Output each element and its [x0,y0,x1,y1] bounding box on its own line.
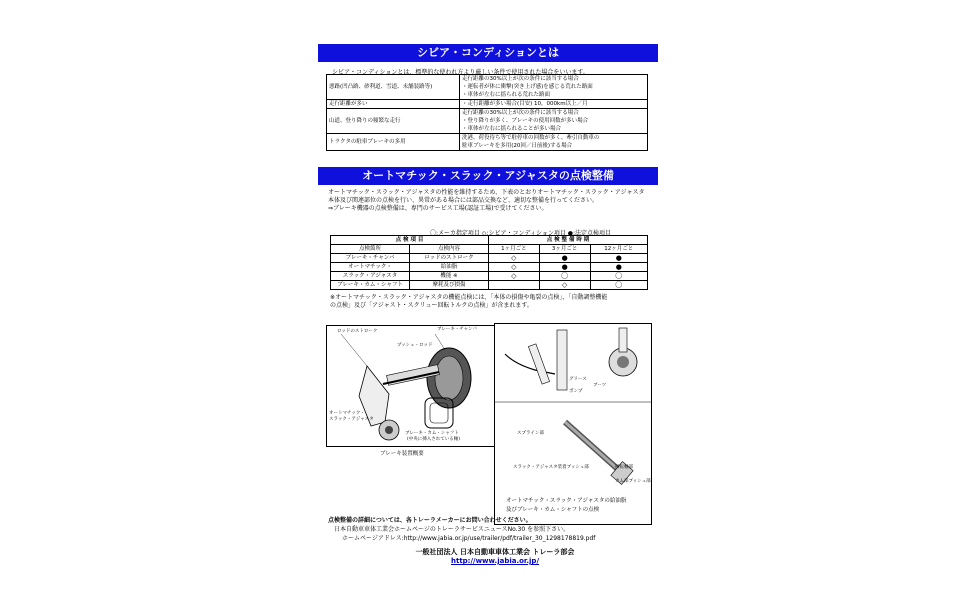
detail-line: 洗港、荷役待ち等で駐停車の回数が多く、牽引自動車の [462,135,600,141]
table-row [327,134,648,151]
mark-cell: 〇 [539,272,590,281]
content-cell: 摩耗及び損傷 [410,281,489,290]
inspection-table [330,235,648,290]
figure-label: スラック・アジャスタ [329,417,374,422]
mark-cell: ◇ [489,272,540,281]
table-header-row [331,236,648,245]
figure-label: オートマチック・ [329,411,365,416]
footer-info [328,516,595,543]
figure-label: (中央に挿入されている軸) [407,437,461,442]
figure-label: ブレーキ・チャンバ [437,327,477,332]
header-period: 1ヶ月ごと [489,245,540,254]
detail-line: 走行距離の30%以上が次の条件に該当する場合 [462,110,579,116]
footer-line: ホームページアドレス:http://www.jabia.or.jp/use/trailer/pdf/trailer_30_1298178819.pdf [342,535,596,542]
figure-label: スプライン部 [517,431,544,436]
content-cell: 機能 ※ [410,272,489,281]
footer-line: 日本自動車車体工業会ホームページのトレーラサービスニュースNo.30 を参照下さい。 [334,526,570,533]
mark-cell: ◇ [489,254,540,263]
detail-line: ・運転者が体に衝撃(突き上げ感)を感じる荒れた路面 [462,84,593,90]
details-cell [460,75,648,100]
figure-label: 回転軸部 [615,465,633,470]
detail-line: 走行距離の30%以上が次の条件に該当する場合 [462,76,579,82]
mark-cell: ● [539,263,590,272]
header-items: 点 検 項 目 [331,236,489,245]
detail-line: ・車体が左右に揺られる荒れた路面 [462,92,551,98]
mark-cell: 〇 [590,272,648,281]
document-page [310,40,660,605]
detail-line: ・車体が左右に揺られることが多い場合 [462,126,562,132]
mark-cell: ● [539,254,590,263]
severe-conditions-intro: シビア・コンディションとは、標準的な使われ方より厳しい条件で使用された場合をいいます。 [332,69,589,76]
figure-label: プッシュ・ロッド [397,343,433,348]
mark-cell: ● [590,254,648,263]
condition-cell: トラクタの駐車ブレーキの多用 [327,134,460,151]
content-cell: 給油脂 [410,263,489,272]
paragraph-line: オートマチック・スラック・アジャスタの性能を維持するため、下表のとおりオートマチック・スラック・アジャスタ [328,189,645,196]
condition-cell: 山道、登り降りの頻繁な走行 [327,109,460,134]
header-location: 点検箇所 [331,245,410,254]
header-timing: 点 検 整 備 時 期 [489,236,648,245]
figure-caption-left: ブレーキ装置概要 [380,451,424,457]
table-row [331,263,648,272]
section-title-severe-conditions: シビア・コンディションとは [318,44,658,62]
details-cell [460,100,648,109]
severe-conditions-table [326,74,648,151]
detail-line: ・登り降りが多く、ブレーキの使用回数が多い場合 [462,118,589,124]
website-link[interactable]: http://www.jabia.or.jp/ [450,557,540,565]
footer-line: 点検整備の詳細については、各トレーラメーカーにお問い合わせください。 [328,517,532,524]
location-cell: オートマチック・ [331,263,410,272]
figure-label: グリース [569,377,587,382]
table-row [331,272,648,281]
detail-line: ・走行距離が多い場合(目安) 10，000km以上／月 [462,101,588,107]
note-line: の点検」及び「アジャスト・スクリュー回転トルクの点検」が含まれます。 [330,302,533,309]
figure-caption-right-line1: オートマチック・スラック・アジャスタの給油脂 [506,498,627,504]
table-row [331,254,648,263]
lubrication-illustration [495,324,651,524]
header-period: 3ヶ月ごと [539,245,590,254]
organization-name: 一般社団法人 日本自動車車体工業会 トレーラ部会 [415,548,575,556]
condition-cell: 走行距離が多い [327,100,460,109]
mark-cell: ◇ [539,281,590,290]
figure-label: カム部ブッシュ部 [615,479,651,484]
table-legend: 〇:メーカ指定項目 ◇:シビア・コンディション項目 ●:法定点検項目 [430,230,612,237]
adjuster-lubrication-figure [494,323,652,525]
mark-cell: ◇ [489,263,540,272]
table-row [327,109,648,134]
paragraph-line: ⇒ブレーキ機器の点検整備は、専門のサービス工場(認証工場)で受けてください。 [328,205,548,212]
table-row [331,281,648,290]
location-cell: スラック・アジャスタ [331,272,410,281]
table-row [327,100,648,109]
note-line: ※オートマチック・スラック・アジャスタの機能点検には、「本体の損傷や亀裂の点検」、「自動調整機能 [330,294,608,301]
condition-cell: 悪路(凹凸路、砂利道、雪道、未舗装路等) [327,75,460,100]
function-check-note [330,294,660,310]
details-cell [460,134,648,151]
section-title-inspection: オートマチック・スラック・アジャスタの点検整備 [318,167,658,185]
detail-line: 駐車ブレーキを多用(20回／日前後)する場合 [462,143,573,149]
figure-label: ブーツ [593,383,607,388]
figure-label: スラック・アジャスタ装着ブッシュ部 [513,465,589,470]
inspection-paragraph [328,189,658,213]
mark-cell: ● [590,263,648,272]
brake-system-figure [326,325,498,447]
table-header-row [331,245,648,254]
header-content: 点検内容 [410,245,489,254]
content-cell: ロッドのストローク [410,254,489,263]
details-cell [460,109,648,134]
mark-cell [489,281,540,290]
mark-cell: 〇 [590,281,648,290]
paragraph-line: 本体及び関連部位の点検を行い、異常がある場合には部品交換など、適切な整備を行ってください。 [328,197,599,204]
figure-label: ブレーキ・カム・シャフト [405,431,459,436]
header-period: 12ヶ月ごと [590,245,648,254]
figure-label: ポンプ [569,389,583,394]
figure-label: ロッドのストローク [337,329,378,334]
location-cell: ブレーキ・チャンバ [331,254,410,263]
table-row [327,75,648,100]
location-cell: ブレーキ・カム・シャフト [331,281,410,290]
figure-caption-right-line2: 及びブレーキ・カム・シャフトの点検 [506,507,600,513]
